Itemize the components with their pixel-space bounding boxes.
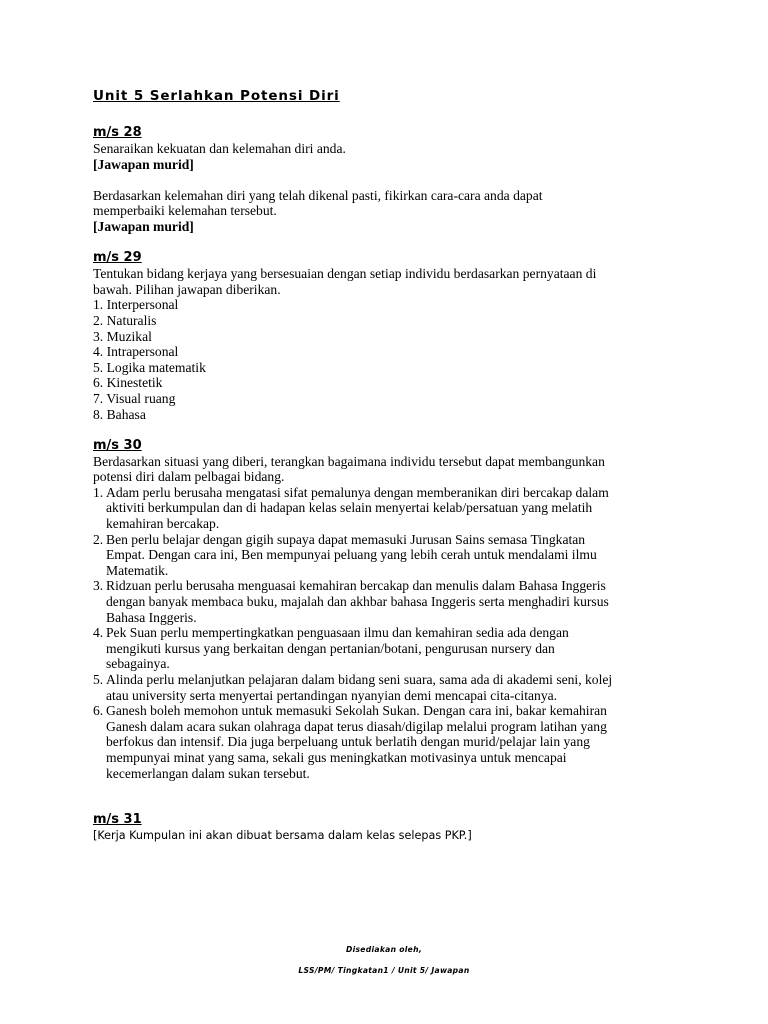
item-line: sebagainya. bbox=[106, 656, 170, 672]
list-item: 1. Interpersonal bbox=[93, 297, 179, 313]
list-item: 7. Visual ruang bbox=[93, 390, 176, 406]
item-line: Ridzuan perlu berusaha menguasai kemahiran bercakap dan menulis dalam Bahasa Inggeris bbox=[106, 578, 606, 594]
question-text: bawah. Pilihan jawapan diberikan. bbox=[93, 281, 281, 297]
list-item bbox=[93, 672, 683, 703]
item-line: mempunyai minat yang sama, sekali gus meningkatkan motivasinya untuk mencapai bbox=[106, 749, 567, 765]
document-page bbox=[93, 86, 683, 843]
item-number: 5. bbox=[93, 672, 104, 687]
item-number: 4. bbox=[93, 625, 104, 641]
item-line: kecemerlangan dalam sukan tersebut. bbox=[106, 765, 310, 781]
item-line: atau university serta menyertai pertandingan nyanyian demi mencapai cita-citanya. bbox=[106, 687, 558, 703]
list-item: 3. Muzikal bbox=[93, 328, 152, 344]
item-line: mengikuti kursus yang berkaitan dengan pertanian/botani, pengurusan nursery dan bbox=[106, 640, 555, 656]
item-line: Pek Suan perlu mempertingkatkan penguasaan ilmu dan kemahiran sedia ada dengan bbox=[106, 625, 569, 641]
question-text: Berdasarkan situasi yang diberi, terangkan bagaimana individu tersebut dapat membangunkan bbox=[93, 453, 605, 469]
list-item bbox=[93, 578, 683, 625]
question-text: potensi diri dalam pelbagai bidang. bbox=[93, 469, 285, 485]
page-title: Unit 5 Serlahkan Potensi Diri bbox=[93, 88, 340, 104]
item-line: Bahasa Inggeris. bbox=[106, 609, 197, 625]
question-text: memperbaiki kelemahan tersebut. bbox=[93, 203, 277, 219]
section-heading-ms30: m/s 30 bbox=[93, 437, 142, 453]
item-line: Ben perlu belajar dengan gigih supaya dapat memasuki Jurusan Sains semasa Tingkatan bbox=[106, 531, 586, 547]
item-line: Empat. Dengan cara ini, Ben mempunyai peluang yang lebih cerah untuk mendalami ilmu bbox=[106, 547, 597, 563]
item-line: berfokus dan intensif. Dia juga berpeluang untuk berlatih dengan murid/pelajar lain yang bbox=[106, 734, 590, 750]
list-item bbox=[93, 485, 683, 532]
answer-text: [Jawapan murid] bbox=[93, 156, 194, 172]
section-ms29 bbox=[93, 250, 683, 422]
list-item: 5. Logika matematik bbox=[93, 359, 206, 375]
item-line: dengan banyak membaca buku, majalah dan akhbar bahasa Inggeris serta menghadiri kursus bbox=[106, 594, 609, 610]
footer-reference: LSS/PM/ Tingkatan1 / Unit 5/ Jawapan bbox=[298, 966, 470, 975]
list-item: 8. Bahasa bbox=[93, 406, 146, 422]
item-number: 2. bbox=[93, 531, 104, 547]
item-line: Ganesh boleh memohon untuk memasuki Sekolah Sukan. Dengan cara ini, bakar kemahiran bbox=[106, 703, 607, 719]
list-item: 4. Intrapersonal bbox=[93, 344, 179, 360]
item-line: kemahiran bercakap. bbox=[106, 516, 220, 532]
item-number: 1. bbox=[93, 484, 104, 500]
section-heading-ms28: m/s 28 bbox=[93, 125, 142, 140]
section-ms30 bbox=[93, 438, 683, 781]
question-text: Tentukan bidang kerjaya yang bersesuaian dengan setiap individu berdasarkan pernyataan di bbox=[93, 266, 597, 282]
item-line: Alinda perlu melanjutkan pelajaran dalam bidang seni suara, sama ada di akademi seni, kolej bbox=[106, 672, 613, 687]
section-ms31 bbox=[93, 812, 683, 843]
answer-list bbox=[93, 297, 683, 422]
list-item: 2. Naturalis bbox=[93, 312, 157, 328]
section-heading-ms29: m/s 29 bbox=[93, 250, 142, 266]
footer-prepared-by: Disediakan oleh, bbox=[345, 945, 423, 954]
item-number: 6. bbox=[93, 703, 104, 719]
item-line: aktiviti berkumpulan dan di hadapan kelas selain menyertai kelab/persatuan yang melatih bbox=[106, 500, 593, 516]
list-item bbox=[93, 625, 683, 672]
list-item bbox=[93, 532, 683, 579]
answer-list bbox=[93, 485, 683, 781]
list-item: 6. Kinestetik bbox=[93, 375, 163, 391]
note-text: [Kerja Kumpulan ini akan dibuat bersama dalam kelas selepas PKP.] bbox=[93, 829, 472, 843]
question-text: Berdasarkan kelemahan diri yang telah dikenal pasti, fikirkan cara-cara anda dapat bbox=[93, 187, 543, 203]
item-line: Adam perlu berusaha mengatasi sifat pemalunya dengan memberanikan diri bercakap dalam bbox=[106, 484, 609, 500]
section-ms28 bbox=[93, 125, 683, 235]
item-line: Ganesh dalam acara sukan olahraga dapat terus diasah/digilap melalui program latihan yang bbox=[106, 718, 607, 734]
section-heading-ms31: m/s 31 bbox=[93, 812, 142, 828]
question-text: Senaraikan kekuatan dan kelemahan diri anda. bbox=[93, 141, 346, 156]
item-number: 3. bbox=[93, 578, 104, 594]
list-item bbox=[93, 703, 683, 781]
answer-text: [Jawapan murid] bbox=[93, 218, 194, 234]
item-line: Matematik. bbox=[106, 562, 169, 578]
